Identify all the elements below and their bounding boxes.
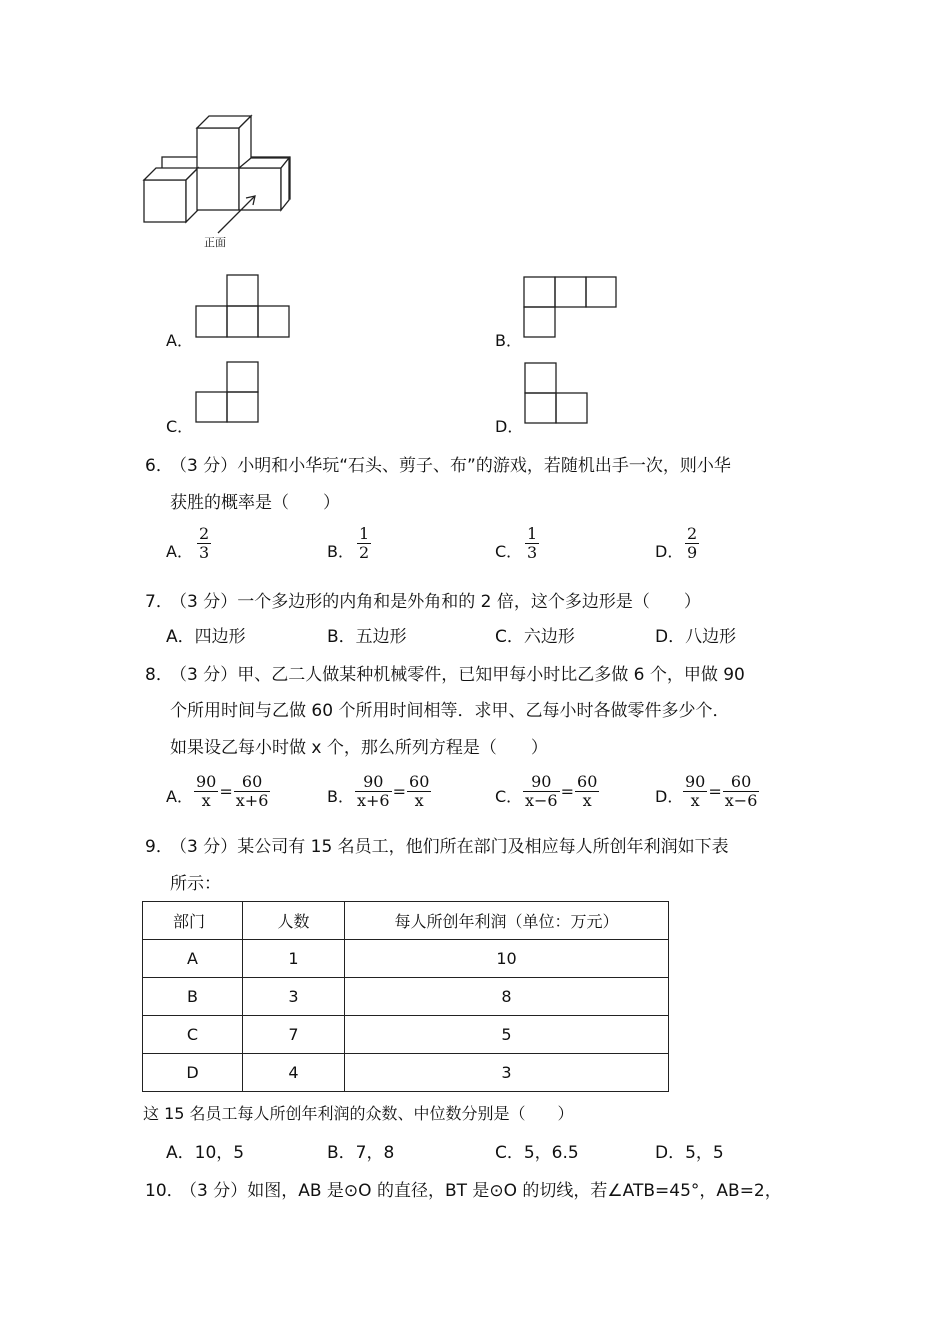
table-cell: 1 bbox=[243, 940, 345, 978]
numerator: 90 bbox=[531, 772, 552, 791]
equals-sign: = bbox=[219, 782, 233, 801]
q9-number: 9． bbox=[145, 837, 173, 857]
q6-option-a-fraction bbox=[197, 525, 211, 562]
numerator: 90 bbox=[363, 772, 384, 791]
q5-option-d-label: D． bbox=[495, 417, 524, 436]
denominator: 3 bbox=[527, 543, 538, 562]
q6-option-b-label: B． bbox=[327, 542, 354, 561]
numerator: 2 bbox=[199, 524, 210, 543]
q10-number: 10． bbox=[145, 1181, 184, 1201]
table-header-cell: 每人所创年利润（单位：万元） bbox=[345, 902, 669, 940]
numerator: 1 bbox=[359, 524, 370, 543]
q8-option-b-equation bbox=[355, 773, 431, 810]
denominator: x+6 bbox=[357, 791, 390, 810]
q9-stem-line2: 所示： bbox=[170, 874, 221, 894]
q9-question: 这 15 名员工每人所创年利润的众数、中位数分别是（ ） bbox=[143, 1104, 574, 1123]
table-cell: 3 bbox=[243, 978, 345, 1016]
numerator: 1 bbox=[527, 524, 538, 543]
q5-option-d-shape bbox=[0, 0, 950, 440]
q6-option-c-label: C． bbox=[495, 542, 523, 561]
denominator: x bbox=[201, 791, 211, 810]
denominator: x bbox=[414, 791, 424, 810]
q9-option-a: A．10，5 bbox=[166, 1143, 245, 1163]
q9-stem-line1: （3 分）某公司有 15 名员工，他们所在部门及相应每人所创年利润如下表 bbox=[170, 837, 729, 857]
numerator: 90 bbox=[196, 772, 217, 791]
table-cell: B bbox=[143, 978, 243, 1016]
numerator: 90 bbox=[685, 772, 706, 791]
q7-option-a: A．四边形 bbox=[166, 627, 246, 647]
q7-option-b: B．五边形 bbox=[327, 627, 407, 647]
q8-option-c-equation bbox=[523, 773, 599, 810]
table-header-row bbox=[143, 902, 669, 940]
table-header-cell: 人数 bbox=[243, 902, 345, 940]
denominator: x bbox=[690, 791, 700, 810]
table-cell: 7 bbox=[243, 1016, 345, 1054]
equals-sign: = bbox=[392, 782, 407, 801]
q8-stem-line2: 个所用时间与乙做 60 个所用时间相等．求甲、乙每小时各做零件多少个． bbox=[170, 701, 730, 721]
numerator: 60 bbox=[409, 772, 430, 791]
q7-option-d: D．八边形 bbox=[655, 627, 737, 647]
q8-option-d-equation bbox=[683, 773, 759, 810]
q6-option-b-fraction bbox=[357, 525, 371, 562]
equals-sign: = bbox=[560, 782, 575, 801]
q6-option-a-label: A． bbox=[166, 542, 193, 561]
table-cell: A bbox=[143, 940, 243, 978]
profit-table bbox=[142, 901, 669, 1092]
table-cell: C bbox=[143, 1016, 243, 1054]
numerator: 60 bbox=[730, 772, 752, 791]
denominator: x−6 bbox=[724, 791, 758, 810]
q8-option-d-label: D． bbox=[655, 787, 684, 806]
table-row bbox=[143, 978, 669, 1016]
q8-option-a-label: A． bbox=[166, 787, 193, 806]
denominator: 3 bbox=[199, 543, 210, 562]
q9-option-c: C．5，6.5 bbox=[495, 1143, 579, 1163]
q8-number: 8． bbox=[145, 665, 173, 685]
denominator: x bbox=[582, 791, 592, 810]
q8-option-c-label: C． bbox=[495, 787, 523, 806]
q9-option-d: D．5，5 bbox=[655, 1143, 724, 1163]
q8-option-b-label: B． bbox=[327, 787, 354, 806]
table-cell: 5 bbox=[345, 1016, 669, 1054]
denominator: 9 bbox=[687, 543, 698, 562]
q6-option-c-fraction bbox=[525, 525, 539, 562]
q6-stem-line1: （3 分）小明和小华玩“石头、剪子、布”的游戏，若随机出手一次，则小华 bbox=[170, 456, 731, 476]
q8-stem-line3: 如果设乙每小时做 x 个，那么所列方程是（ ） bbox=[170, 738, 548, 758]
table-row bbox=[143, 1016, 669, 1054]
q6-option-d-fraction bbox=[685, 525, 699, 562]
q6-number: 6． bbox=[145, 456, 173, 476]
q5-option-c-label: C． bbox=[166, 417, 194, 436]
numerator: 2 bbox=[687, 524, 698, 543]
table-cell: 8 bbox=[345, 978, 669, 1016]
table-cell: D bbox=[143, 1054, 243, 1092]
q7-stem-line1: （3 分）一个多边形的内角和是外角和的 2 倍，这个多边形是（ ） bbox=[170, 592, 701, 612]
q6-option-d-label: D． bbox=[655, 542, 684, 561]
denominator: x+6 bbox=[235, 791, 269, 810]
table-cell: 4 bbox=[243, 1054, 345, 1092]
q5-option-b-label: B． bbox=[495, 331, 522, 350]
q10-stem-line1: （3 分）如图，AB 是⊙O 的直径，BT 是⊙O 的切线，若∠ATB=45°，AB=2， bbox=[180, 1181, 782, 1201]
q7-number: 7． bbox=[145, 592, 173, 612]
q8-stem-line1: （3 分）甲、乙二人做某种机械零件，已知甲每小时比乙多做 6 个，甲做 90 bbox=[170, 665, 745, 685]
q7-option-c: C．六边形 bbox=[495, 627, 575, 647]
q6-stem-line2: 获胜的概率是（ ） bbox=[170, 493, 340, 513]
table-header-cell: 部门 bbox=[143, 902, 243, 940]
table-row bbox=[143, 940, 669, 978]
denominator: 2 bbox=[359, 543, 370, 562]
table-cell: 3 bbox=[345, 1054, 669, 1092]
denominator: x−6 bbox=[525, 791, 558, 810]
q8-option-a-equation bbox=[194, 773, 270, 810]
equals-sign: = bbox=[708, 782, 722, 801]
q5-option-a-label: A． bbox=[166, 331, 193, 350]
table-cell: 10 bbox=[345, 940, 669, 978]
q9-option-b: B．7，8 bbox=[327, 1143, 395, 1163]
front-label: 正面 bbox=[204, 236, 226, 249]
numerator: 60 bbox=[241, 772, 263, 791]
table-row bbox=[143, 1054, 669, 1092]
numerator: 60 bbox=[577, 772, 598, 791]
